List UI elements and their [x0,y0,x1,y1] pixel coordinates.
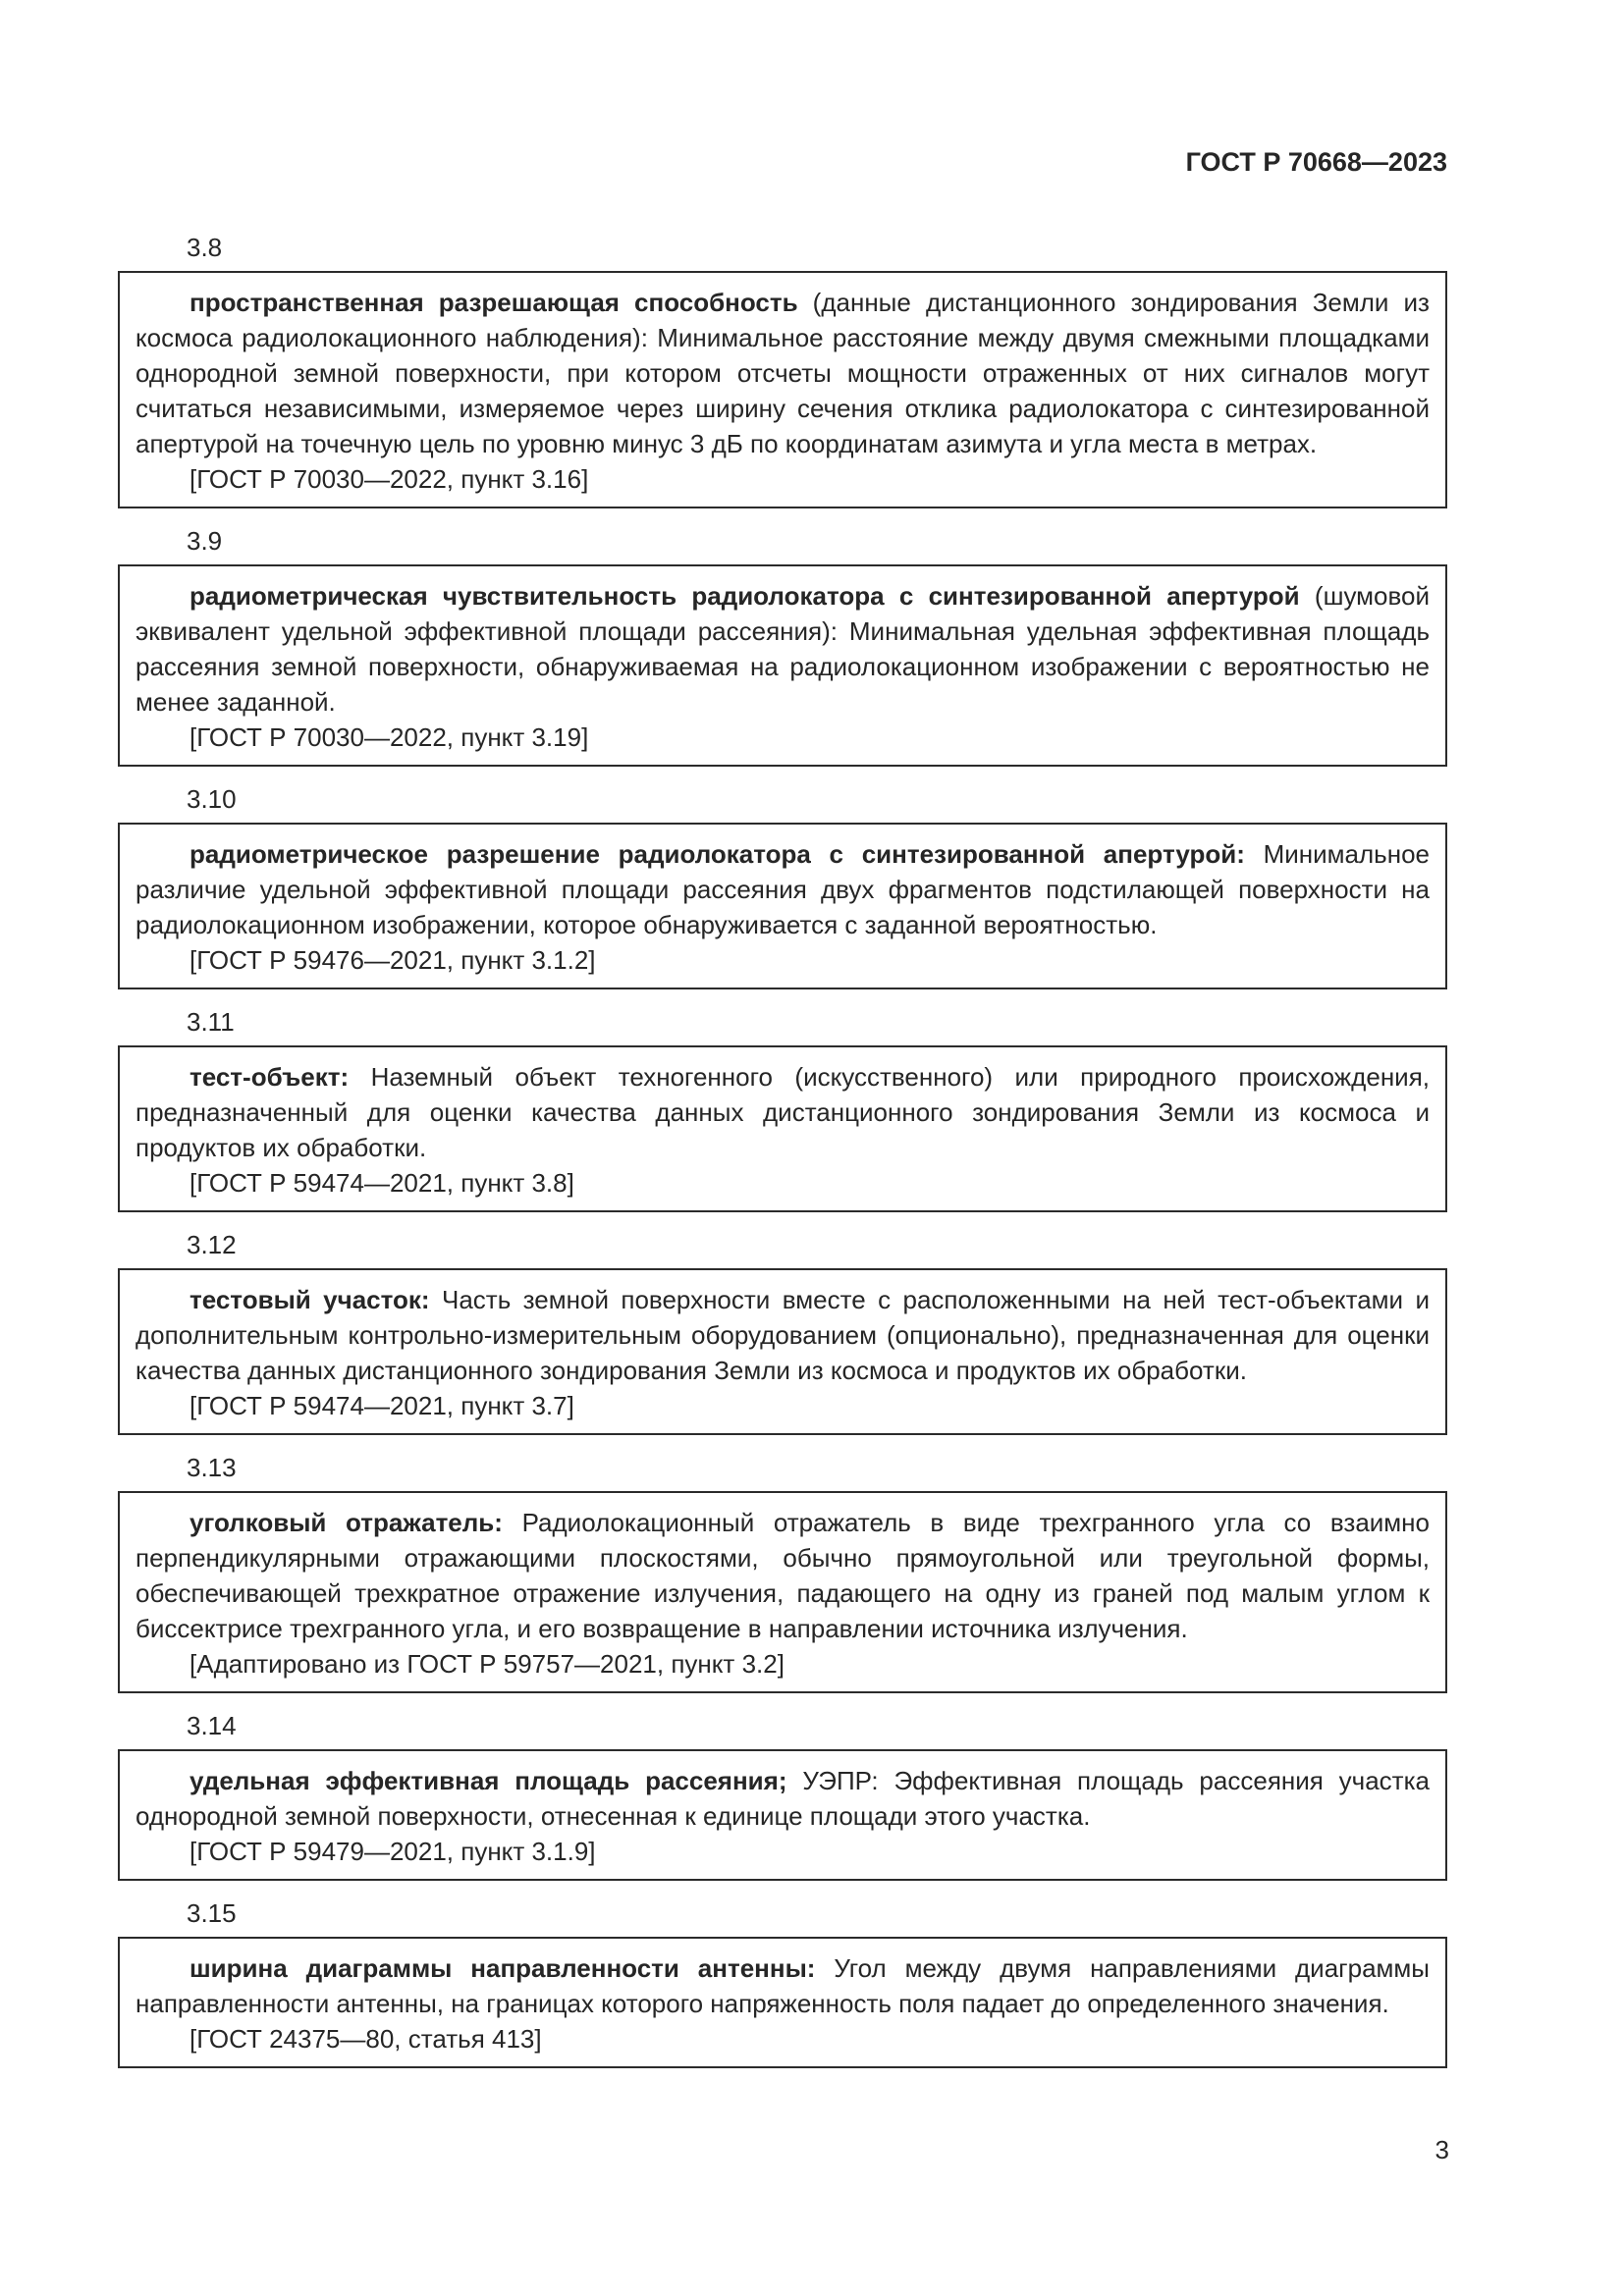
document-id: ГОСТ Р 70668—2023 [1185,147,1447,177]
definition-text [135,1059,1430,1165]
term-name: радиометрическая чувствительность радиолокатора с синтезированной апертурой [189,581,1300,611]
term-entry [118,1444,1447,1693]
term-name: тестовый участок: [189,1285,430,1314]
entry-number: 3.14 [187,1711,237,1740]
source-reference: [ГОСТ Р 70030—2022, пункт 3.16] [189,464,589,494]
definition-box [118,564,1447,767]
page-number: 3 [1435,2135,1449,2164]
entry-number: 3.13 [187,1453,237,1482]
term-name: тест-объект: [189,1062,350,1092]
source-reference: [ГОСТ Р 70030—2022, пункт 3.19] [189,722,589,752]
term-name: ширина диаграммы направленности антенны: [189,1953,816,1983]
entry-number: 3.15 [187,1898,237,1928]
definition-box [118,271,1447,508]
definition-box [118,1491,1447,1693]
entry-number: 3.12 [187,1230,237,1259]
source-reference: [ГОСТ 24375—80, статья 413] [189,2024,542,2054]
definition-body: Минимальное различие удельной эффективной площади рассеяния двух фрагментов подстилающей поверхности на радиолокационном изображении, которое обнаруживается с заданной вероятностью. [135,839,1430,939]
term-entry [118,1221,1447,1435]
definition-body: (данные дистанционного зондирования Земли из космоса радиолокационного наблюдения): Минимальное расстояние между двумя смежными площадками однородной земной поверхности, при котором отсчеты мощности отраженных от них сигналов могут считаться независимыми, измеряемое через ширину сечения отклика радиолокатора с синтезированной апертурой на точечную цель по уровню минус 3 дБ по координатам азимута и угла места в метрах. [135,288,1430,458]
definition-text [135,836,1430,942]
term-entry [118,998,1447,1212]
term-name: пространственная разрешающая способность [189,288,798,317]
definition-body: Часть земной поверхности вместе с расположенными на ней тест-объектами и дополнительным контрольно-измерительным оборудованием (опционально), предназначенная для оценки качества данных дистанционного зондирования Земли из космоса и продуктов их обработки. [135,1285,1430,1385]
definition-text [135,1282,1430,1388]
definition-text [135,1950,1430,2021]
definition-text [135,285,1430,461]
definition-body: Радиолокационный отражатель в виде трехгранного угла со взаимно перпендикулярными отражающими плоскостями, обычно прямоугольной или треугольной формы, обеспечивающей трехкратное отражение излучения, падающего на одну из граней под малым углом к биссектрисе трехгранного угла, и его возвращение в направлении источника излучения. [135,1508,1431,1643]
source-reference: [ГОСТ Р 59476—2021, пункт 3.1.2] [189,945,596,975]
entry-number: 3.9 [187,526,223,556]
definition-text [135,1763,1430,1834]
definition-box [118,823,1447,989]
source-reference: [ГОСТ Р 59474—2021, пункт 3.8] [189,1168,574,1198]
definition-box [118,1749,1447,1881]
term-entry [118,1890,1447,2068]
term-name: уголковый отражатель: [189,1508,503,1537]
definition-body: Угол между двумя направлениями диаграммы направленности антенны, на границах которого напряженность поля падает до определенного значения. [135,1953,1430,2018]
definition-box [118,1937,1447,2068]
entry-number: 3.11 [187,1007,235,1037]
term-name: удельная эффективная площадь рассеяния; [189,1766,787,1795]
terms-list [118,224,1447,2077]
term-entry [118,775,1447,989]
definition-body: УЭПР: Эффективная площадь рассеяния участка однородной земной поверхности, отнесенная к единице площади этого участка. [135,1766,1430,1831]
term-entry [118,224,1447,508]
definition-text [135,1505,1430,1646]
source-reference: [ГОСТ Р 59474—2021, пункт 3.7] [189,1391,574,1420]
definition-box [118,1045,1447,1212]
source-reference: [Адаптировано из ГОСТ Р 59757—2021, пункт 3.2] [189,1649,785,1679]
entry-number: 3.10 [187,784,237,814]
source-reference: [ГОСТ Р 59479—2021, пункт 3.1.9] [189,1837,596,1866]
definition-body: Наземный объект техногенного (искусственного) или природного происхождения, предназначенный для оценки качества данных дистанционного зондирования Земли из космоса и продуктов их обработки. [135,1062,1430,1162]
term-entry [118,1702,1447,1881]
definition-text [135,578,1430,720]
entry-number: 3.8 [187,233,223,262]
definition-body: (шумовой эквивалент удельной эффективной площади рассеяния): Минимальная удельная эффективная площадь рассеяния земной поверхности, обнаруживаемая на радиолокационном изображении с вероятностью не менее заданной. [135,581,1430,717]
term-entry [118,517,1447,767]
definition-box [118,1268,1447,1435]
term-name: радиометрическое разрешение радиолокатора с синтезированной апертурой: [189,839,1245,869]
